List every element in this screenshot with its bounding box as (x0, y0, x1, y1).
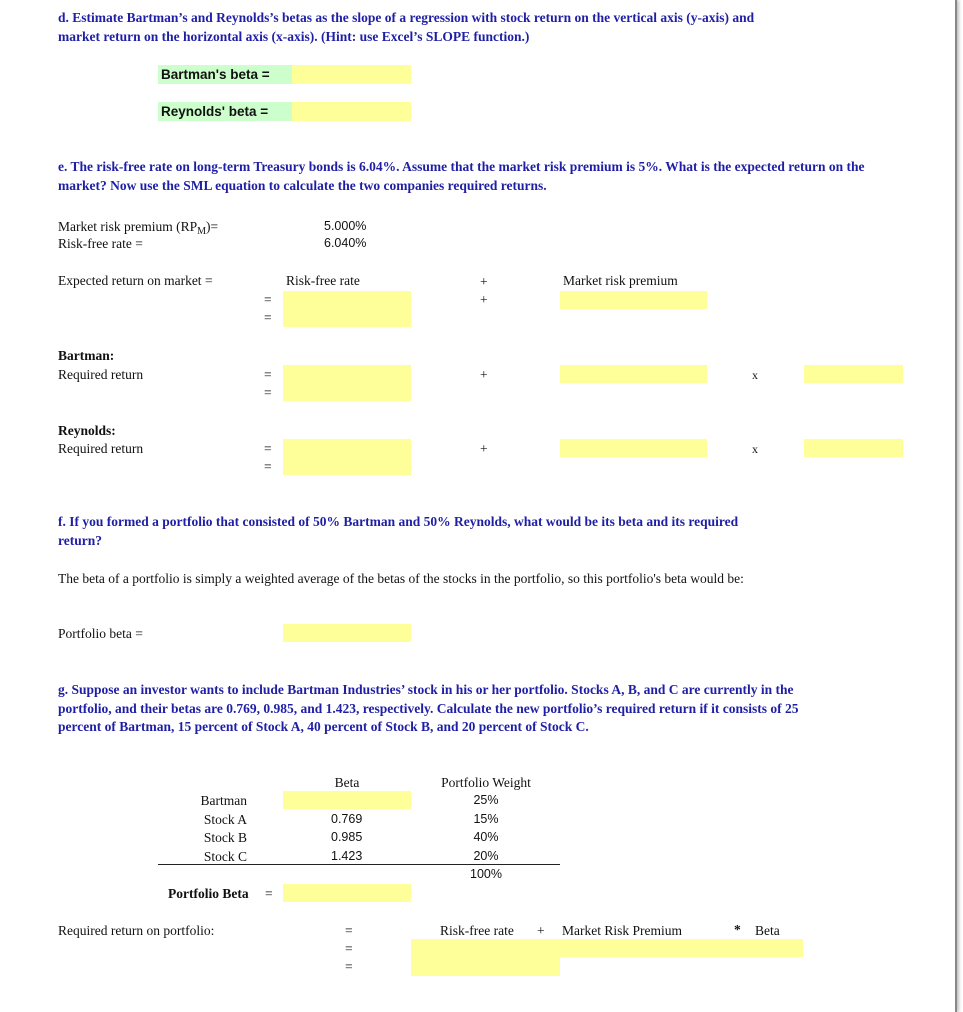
reynolds-beta-label-cell (158, 102, 292, 121)
mrp-label: Market risk premium $(RP_M)=$ (58, 219, 219, 237)
bartman-required-label: Required return (58, 367, 144, 382)
question-f: f. If you formed a portfolio that consisted of 50% Bartman and 50% Reynolds, what would be its beta and its required return? (58, 514, 739, 548)
portfolio-beta-explanation: The beta of a portfolio is simply a weighted average of the betas of the stocks in the portfolio, so this portfolio's beta would be: (58, 571, 744, 586)
plus-sign: + (480, 274, 488, 289)
row-weight: 20% (473, 849, 499, 863)
equals-sign: = (345, 959, 353, 974)
rf-header-g: Risk-free rate (440, 923, 514, 938)
question-d: d. Estimate Bartman’s and Reynolds’s betas as the slope of a regression with stock return on the vertical axis (y-axis) and market return on the horizontal axis (x-axis). (Hint: use Excel’s SLOPE function.) (58, 10, 755, 44)
row-name: Stock A (203, 812, 247, 827)
table-total-rule (158, 864, 560, 865)
portfolio-beta-input[interactable] (283, 624, 411, 642)
equals-sign: = (345, 941, 353, 956)
plus-sign: + (480, 441, 488, 456)
reynolds-mrp-input[interactable] (560, 439, 707, 457)
row-weight: 25% (473, 793, 499, 807)
reynolds-rf-input[interactable] (283, 439, 411, 475)
mrp-value: 5.000% (324, 219, 367, 233)
bartman-rf-input[interactable] (283, 365, 411, 401)
bartman-beta-input[interactable] (292, 65, 411, 84)
portfolio-beta-g-input[interactable] (283, 884, 411, 902)
bartman-beta-label: Bartman's beta = (161, 67, 270, 82)
row-weight: 40% (473, 830, 499, 844)
plus-sign: + (480, 292, 488, 307)
risk-free-rate-header: Risk-free rate (286, 273, 360, 288)
required-return-result-input[interactable] (411, 957, 560, 976)
row-beta: 1.423 (331, 849, 363, 863)
expected-return-rf-input[interactable] (283, 291, 411, 327)
bartman-beta-cell-input[interactable] (283, 791, 411, 809)
reynolds-beta-ref-input[interactable] (804, 439, 903, 457)
rf-label: Risk-free rate = (58, 236, 143, 251)
reynolds-beta-label: Reynolds' beta = (161, 104, 269, 119)
beta-header-g: Beta (755, 923, 780, 938)
reynolds-required-label: Required return (58, 441, 144, 456)
question-g: g. Suppose an investor wants to include Bartman Industries’ stock in his or her portfolio. Stocks A, B, and C are currently in the portfolio, and their betas are 0.769, 0.985, and 1.423, respectively. Calculate the new portfolio’s required return if it consists of 25 percent of Bartman, 15 percent of Stock A, 40 percent of Stock B, and 20 percent of Stock C. (58, 682, 799, 734)
times-sign: x (752, 368, 758, 382)
equals-sign: = (264, 367, 272, 382)
row-beta: 0.985 (331, 830, 363, 844)
equals-sign: = (264, 292, 272, 307)
equals-sign: = (265, 886, 273, 901)
row-name: Stock C (203, 849, 247, 864)
question-e: e. The risk-free rate on long-term Treasury bonds is 6.04%. Assume that the market risk premium is 5%. What is the expected return on the market? Now use the SML equation to calculate the two companies required returns. (58, 159, 865, 193)
total-weight: 100% (470, 867, 502, 881)
equals-sign: = (264, 459, 272, 474)
equals-sign: = (264, 310, 272, 325)
plus-sign: + (537, 923, 545, 938)
row-name: Bartman (200, 793, 247, 808)
plus-sign: + (480, 367, 488, 382)
portfolio-beta-g-label: Portfolio Beta (168, 886, 249, 901)
expected-return-mrp-input[interactable] (560, 291, 707, 309)
row-weight: 15% (473, 812, 499, 826)
col-beta-header: Beta (334, 775, 360, 790)
bartman-beta-label-cell (158, 65, 292, 84)
market-risk-premium-header: Market risk premium (563, 273, 678, 288)
rf-value: 6.040% (324, 236, 367, 250)
reynolds-label: Reynolds: (58, 423, 116, 438)
equals-sign: = (264, 385, 272, 400)
col-weight-header: Portfolio Weight (441, 775, 531, 790)
times-sign: x (752, 442, 758, 456)
row-beta: 0.769 (331, 812, 363, 826)
row-name: Stock B (203, 830, 247, 845)
required-return-portfolio-label: Required return on portfolio: (58, 923, 215, 938)
mrp-header-g: Market Risk Premium (562, 923, 682, 938)
reynolds-beta-input[interactable] (292, 102, 411, 121)
equals-sign: = (345, 923, 353, 938)
bartman-beta-ref-input[interactable] (804, 365, 903, 383)
equals-sign: = (264, 441, 272, 456)
portfolio-beta-label: Portfolio beta = (58, 626, 143, 641)
bartman-mrp-input[interactable] (560, 365, 707, 383)
required-return-components-input[interactable] (411, 939, 803, 957)
expected-return-label: Expected return on market = (58, 273, 213, 288)
bartman-label: Bartman: (58, 348, 115, 363)
multiply-sign: * (734, 922, 741, 937)
